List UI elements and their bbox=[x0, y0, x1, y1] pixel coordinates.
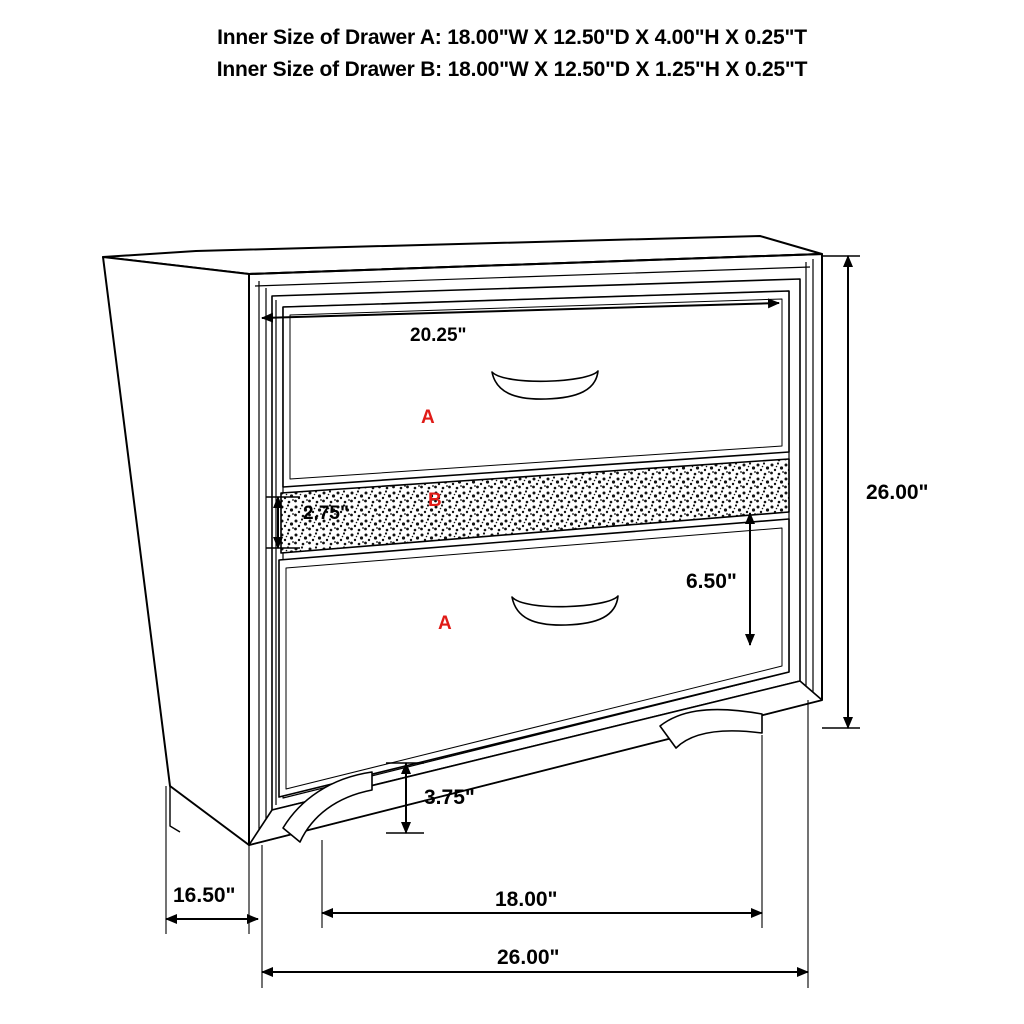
header-line-drawer-a: Inner Size of Drawer A: 18.00"W X 12.50"D X 4.00"H X 0.25"T bbox=[217, 26, 807, 49]
drawer-label-a-bottom: A bbox=[438, 613, 452, 634]
dimension-overall-height: 26.00" bbox=[866, 481, 929, 504]
dimension-lower-drawer-height: 6.50" bbox=[686, 570, 737, 593]
drawer-label-b: B bbox=[428, 490, 442, 511]
dimension-leg-span-width: 18.00" bbox=[495, 888, 558, 911]
dimension-leg-height: 3.75" bbox=[424, 786, 475, 809]
dimension-overall-width: 26.00" bbox=[497, 946, 560, 969]
dimension-drawer-width: 20.25" bbox=[410, 325, 467, 346]
header-line-drawer-b: Inner Size of Drawer B: 18.00"W X 12.50"D X 1.25"H X 0.25"T bbox=[216, 58, 808, 81]
dimension-drawer-b-height: 2.75" bbox=[303, 503, 349, 524]
dimension-depth: 16.50" bbox=[173, 884, 236, 907]
drawer-label-a-top: A bbox=[421, 407, 435, 428]
